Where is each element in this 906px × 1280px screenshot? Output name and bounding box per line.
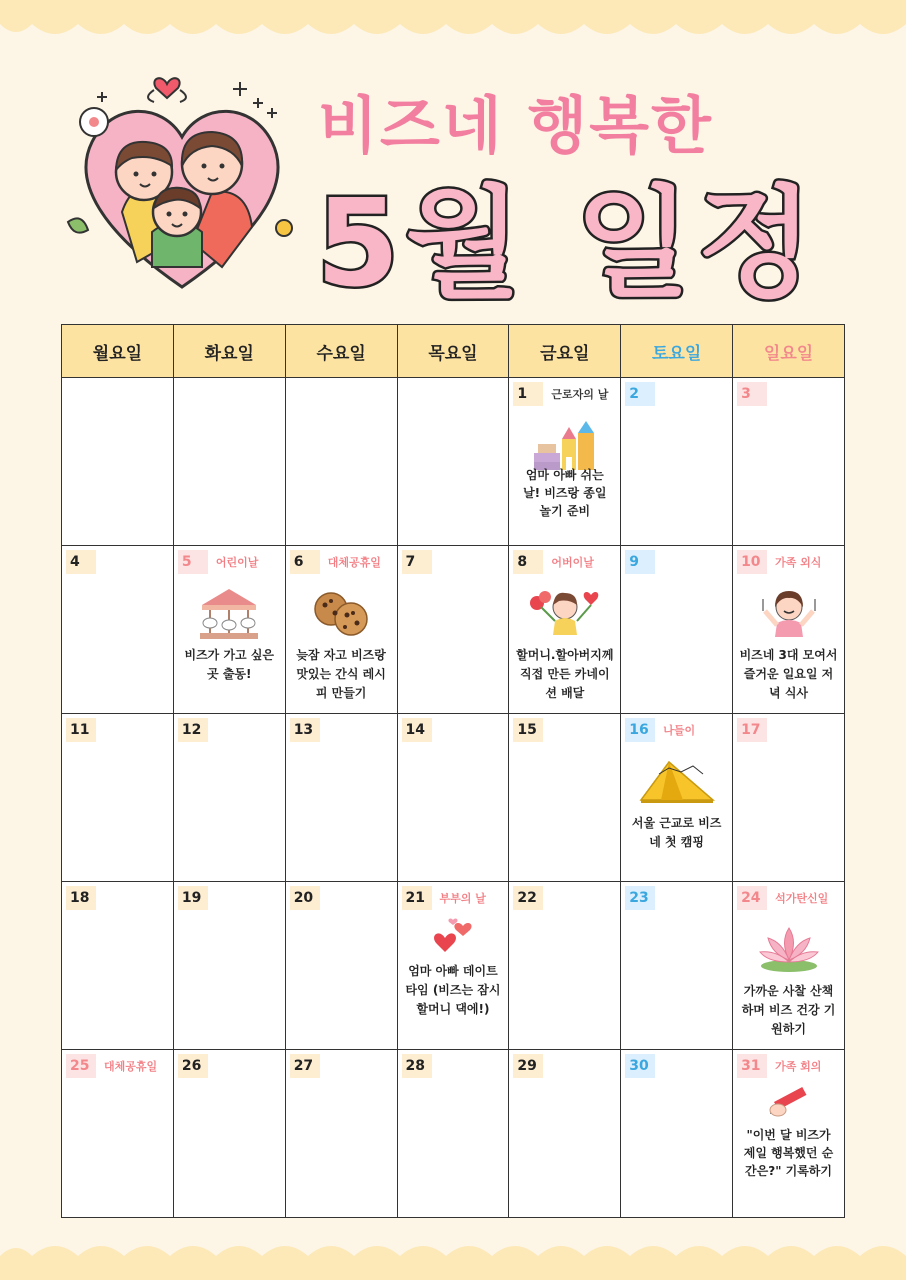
event-note: 비즈가 가고 싶은 곳 출동! (184, 648, 275, 681)
day-cell-10 (733, 546, 845, 714)
day-number: 14 (402, 718, 432, 742)
day-number: 21 (402, 886, 432, 910)
weekday-sun: 일요일 (733, 325, 845, 378)
top-scallop-border (0, 0, 906, 46)
family-heart-illustration (62, 62, 302, 302)
day-number: 26 (178, 1054, 208, 1078)
day-cell-27 (285, 1050, 397, 1218)
event-tag: 부부의 날 (439, 892, 486, 905)
day-number: 6 (290, 550, 320, 574)
day-cell-11 (62, 714, 174, 882)
calendar-grid (61, 324, 845, 1218)
day-cell-14 (397, 714, 509, 882)
empty-cell (62, 378, 174, 546)
hearts-icon (431, 916, 475, 958)
day-number: 2 (625, 382, 655, 406)
event-tag: 석가탄신일 (775, 892, 829, 905)
event-tag: 가족 회의 (775, 1060, 822, 1073)
day-number: 12 (178, 718, 208, 742)
event-tag: 근로자의 날 (551, 388, 609, 401)
event-tag: 가족 외식 (775, 556, 822, 569)
day-cell-7 (397, 546, 509, 714)
pencil-icon (764, 1084, 814, 1120)
day-cell-4 (62, 546, 174, 714)
event-note: "이번 달 비즈가 제일 행복했던 순간은?" 기록하기 (743, 1128, 834, 1178)
day-number: 3 (737, 382, 767, 406)
day-number: 4 (66, 550, 96, 574)
day-cell-22 (509, 882, 621, 1050)
lotus-icon (758, 924, 820, 974)
day-number: 27 (290, 1054, 320, 1078)
day-cell-12 (173, 714, 285, 882)
day-cell-26 (173, 1050, 285, 1218)
toy-blocks-icon (532, 419, 598, 471)
event-note: 비즈네 3대 모여서 즐거운 일요일 저녁 식사 (739, 648, 838, 700)
day-cell-16 (621, 714, 733, 882)
week-row-3 (62, 714, 845, 882)
empty-cell (173, 378, 285, 546)
event-tag: 나들이 (663, 724, 696, 737)
weekday-fri: 금요일 (509, 325, 621, 378)
day-number: 24 (737, 886, 767, 910)
day-number: 28 (402, 1054, 432, 1078)
week-row-2 (62, 546, 845, 714)
day-number: 30 (625, 1054, 655, 1078)
day-number: 13 (290, 718, 320, 742)
day-number: 25 (66, 1054, 96, 1078)
event-note: 가까운 사찰 산책하며 비즈 건강 기원하기 (741, 984, 836, 1036)
day-number: 7 (402, 550, 432, 574)
happy-girl-icon (757, 585, 821, 641)
weekday-tue: 화요일 (173, 325, 285, 378)
day-cell-25 (62, 1050, 174, 1218)
event-tag: 어린이날 (215, 556, 259, 569)
girl-with-flowers-icon (525, 585, 605, 641)
cookies-icon (309, 585, 373, 641)
day-number: 17 (737, 718, 767, 742)
day-cell-6 (285, 546, 397, 714)
week-row-5 (62, 1050, 845, 1218)
day-cell-1 (509, 378, 621, 546)
day-number: 5 (178, 550, 208, 574)
day-number: 8 (513, 550, 543, 574)
empty-cell (397, 378, 509, 546)
weekday-sat: 토요일 (621, 325, 733, 378)
day-cell-13 (285, 714, 397, 882)
day-cell-30 (621, 1050, 733, 1218)
day-number: 19 (178, 886, 208, 910)
event-tag: 어버이날 (551, 556, 594, 569)
day-number: 22 (513, 886, 543, 910)
event-note: 할머니.할아버지께 직접 만든 카네이션 배달 (516, 648, 614, 700)
day-cell-2 (621, 378, 733, 546)
day-cell-23 (621, 882, 733, 1050)
week-row-1 (62, 378, 845, 546)
day-cell-28 (397, 1050, 509, 1218)
day-cell-3 (733, 378, 845, 546)
empty-cell (285, 378, 397, 546)
event-note: 엄마 아빠 쉬는 날! 비즈랑 종일 놀기 준비 (523, 468, 607, 518)
bottom-scallop-border (0, 1234, 906, 1280)
day-number: 23 (625, 886, 655, 910)
event-note: 늦잠 자고 비즈랑 맛있는 간식 레시피 만들기 (296, 648, 386, 700)
day-number: 15 (513, 718, 543, 742)
day-cell-29 (509, 1050, 621, 1218)
day-cell-24 (733, 882, 845, 1050)
day-cell-21 (397, 882, 509, 1050)
event-note: 서울 근교로 비즈네 첫 캠핑 (631, 816, 722, 849)
day-number: 9 (625, 550, 655, 574)
weekday-thu: 목요일 (397, 325, 509, 378)
tent-icon (639, 754, 715, 808)
day-cell-19 (173, 882, 285, 1050)
day-cell-15 (509, 714, 621, 882)
event-tag: 대체공휴일 (104, 1060, 158, 1073)
day-cell-17 (733, 714, 845, 882)
day-cell-8 (509, 546, 621, 714)
day-number: 18 (66, 886, 96, 910)
day-cell-18 (62, 882, 174, 1050)
weekday-mon: 월요일 (62, 325, 174, 378)
day-cell-20 (285, 882, 397, 1050)
day-number: 20 (290, 886, 320, 910)
carousel-icon (198, 585, 260, 641)
weekday-wed: 수요일 (285, 325, 397, 378)
title-line-1: 비즈네 행복한 (318, 89, 713, 162)
day-cell-9 (621, 546, 733, 714)
week-row-4 (62, 882, 845, 1050)
day-number: 1 (513, 382, 543, 406)
day-number: 10 (737, 550, 767, 574)
day-number: 16 (625, 718, 655, 742)
day-number: 29 (513, 1054, 543, 1078)
weekday-header-row (62, 325, 845, 378)
day-number: 31 (737, 1054, 767, 1078)
event-note: 엄마 아빠 데이트 타임 (비즈는 잠시 할머니 댁에!) (405, 964, 501, 1016)
title-line-2: 5월 일정 (316, 175, 820, 314)
day-number: 11 (66, 718, 96, 742)
day-cell-5 (173, 546, 285, 714)
day-cell-31 (733, 1050, 845, 1218)
event-tag: 대체공휴일 (327, 556, 381, 569)
